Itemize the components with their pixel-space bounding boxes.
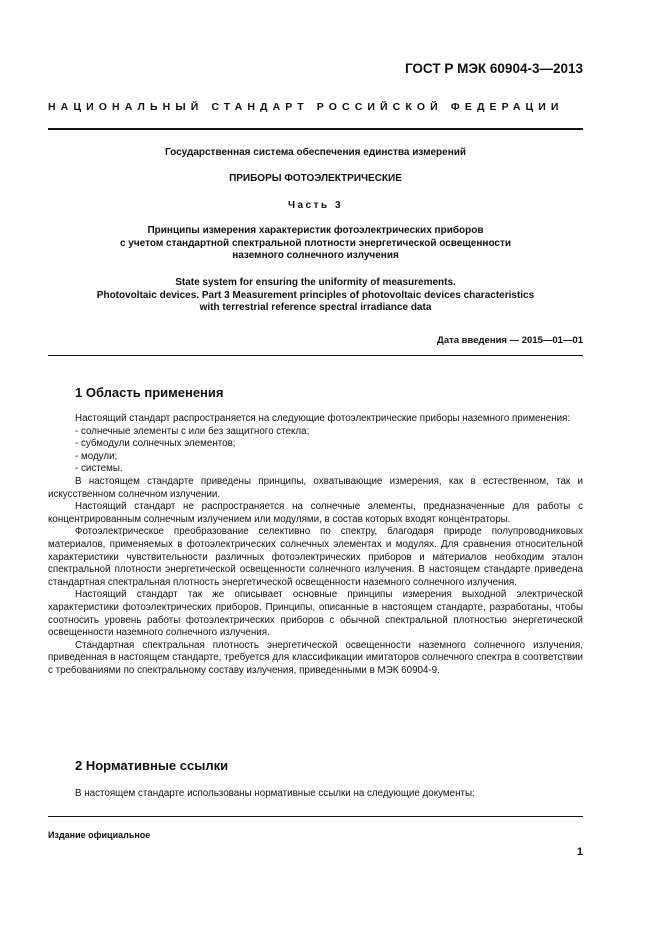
paragraph: В настоящем стандарте использованы нормативные ссылки на следующие документы:	[75, 788, 475, 799]
paragraph: Настоящий стандарт распространяется на следующие фотоэлектрические приборы наземного применения:	[75, 413, 571, 424]
title-en-line: with terrestrial reference spectral irradiance data	[199, 302, 432, 313]
national-standard-banner: НАЦИОНАЛЬНЫЙ СТАНДАРТ РОССИЙСКОЙ ФЕДЕРАЦИИ	[48, 101, 564, 113]
standard-code: ГОСТ Р МЭК 60904-3—2013	[404, 61, 583, 76]
section-1-heading: 1 Область применения	[75, 385, 224, 400]
part-label: Часть 3	[287, 200, 344, 211]
devices-title: ПРИБОРЫ ФОТОЭЛЕКТРИЧЕСКИЕ	[229, 173, 402, 184]
section-2-heading: 2 Нормативные ссылки	[75, 758, 229, 773]
paragraph: Настоящий стандарт не распространяется на солнечные элементы, предназначенные для работы с концентрированным солнечным излучением или модулями, в состав которых входят концентраторы.	[48, 501, 583, 525]
paragraph: Настоящий стандарт так же описывает основные принципы измерения выходной электрической характеристики фотоэлектрических приборов. Принципы, описанные в настоящем стандарте, разработаны, чтобы соотносить уровень работы фотоэлектрических приборов с обычной спектральной плотностью энергетической освещенности наземного солнечного излучения.	[48, 589, 583, 639]
paragraph: Стандартная спектральная плотность энергетической освещенности наземного солнечного излучения, приведенная в настоящем стандарте, требуется для классификации имитаторов солнечного спектра в соответствии с требованиями по спектральному составу излучения, приведенными в МЭК 60904-9.	[48, 639, 583, 676]
paragraph: Фотоэлектрическое преобразование селективно по спектру, благодаря природе полупроводниковых материалов, применяемых в фотоэлектрических солнечных элементах и модулях. Для сравнения относительной характеристики чувствительности различных фотоэлектрических приборов и материалов необходим эталон спектральной плотности энергетической освещенности солнечного излучения. В настоящем стандарте приведена стандартная спектральная плотность энергетической освещенности наземного солнечного излучения.	[48, 526, 583, 588]
list-item: - модули;	[75, 450, 118, 462]
intro-date-rule	[48, 355, 583, 356]
section-1-body	[48, 413, 583, 677]
paragraph: В настоящем стандарте приведены принципы, охватывающие измерения, как в естественном, так и искусственном солнечном излучении.	[48, 475, 583, 500]
list-item: - субмодули солнечных элементов;	[75, 438, 236, 450]
title-ru-line: с учетом стандартной спектральной плотности энергетической освещенности	[119, 237, 512, 249]
header-rule	[48, 128, 583, 130]
title-english	[48, 277, 583, 315]
title-ru-line: Принципы измерения характеристик фотоэлектрических приборов	[147, 225, 484, 236]
list-item: - системы.	[75, 463, 123, 475]
system-title: Государственная система обеспечения единства измерений	[164, 147, 467, 158]
page-number: 1	[576, 846, 583, 858]
list-item: - солнечные элементы с или без защитного стекла;	[75, 425, 310, 437]
title-russian	[48, 225, 583, 263]
title-en-line: Photovoltaic devices. Part 3 Measurement principles of photovoltaic devices characteristics	[96, 289, 535, 301]
title-en-line: State system for ensuring the uniformity of measurements.	[175, 277, 456, 288]
section-2-body	[48, 788, 583, 801]
footer-rule	[48, 816, 583, 817]
title-ru-line: наземного солнечного излучения	[232, 250, 399, 261]
edition-label: Издание официальное	[48, 830, 151, 840]
introduction-date: Дата введения — 2015—01—01	[437, 335, 583, 346]
